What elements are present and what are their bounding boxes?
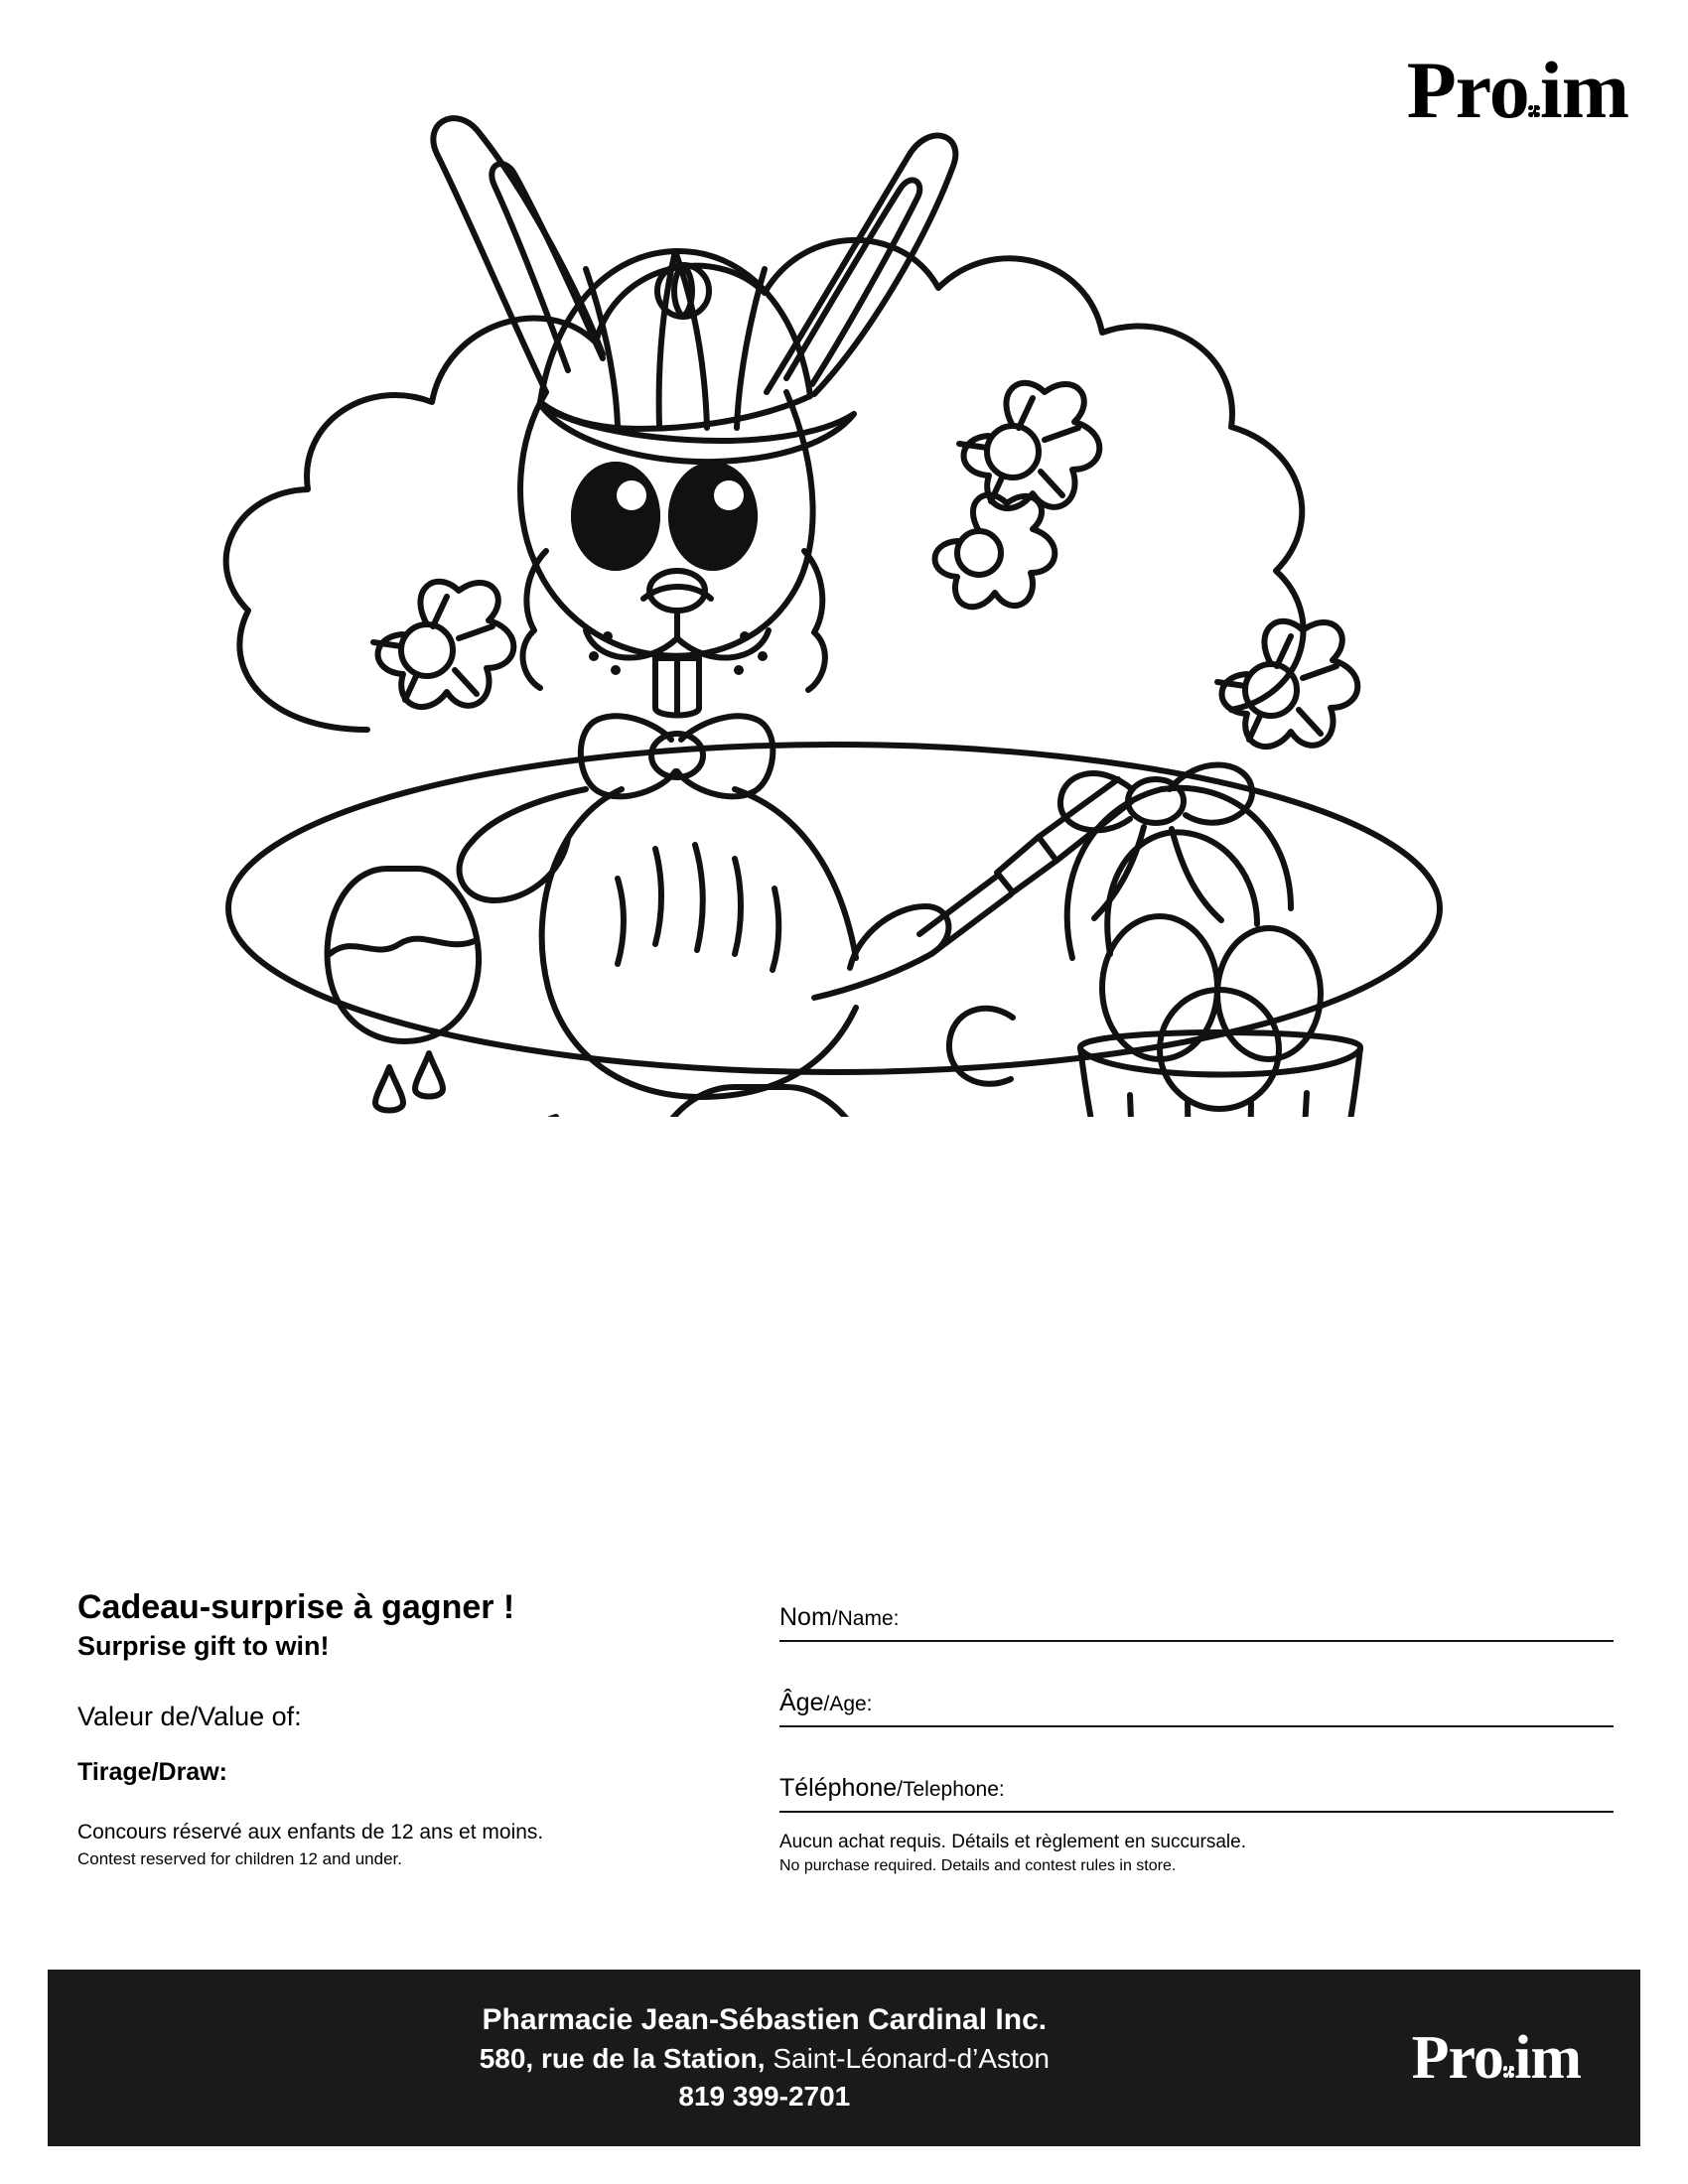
contest-draw-label-fr: Tirage bbox=[77, 1758, 152, 1786]
easter-bunny-painting-eggs-coloring-page bbox=[119, 94, 1569, 1117]
footer-pharmacy-name: Pharmacie Jean-Sébastien Cardinal Inc. bbox=[482, 2003, 1048, 2036]
butterfly-x-icon bbox=[1503, 2065, 1514, 2083]
age-input[interactable] bbox=[1028, 1686, 1614, 1719]
contest-draw-label-en: /Draw: bbox=[151, 1758, 227, 1786]
name-input[interactable] bbox=[1028, 1600, 1614, 1634]
footer-address-street: 580, rue de la Station, bbox=[479, 2043, 766, 2074]
name-label-en: /Name: bbox=[831, 1607, 900, 1630]
brand-name-suffix: im bbox=[1539, 45, 1628, 135]
age-field-label bbox=[779, 1689, 873, 1717]
name-label-fr: Nom bbox=[779, 1603, 832, 1631]
age-label-en: /Age: bbox=[823, 1693, 873, 1715]
footer-bar bbox=[48, 1970, 1640, 2146]
entry-form bbox=[779, 1578, 1614, 1835]
contest-value-label-fr: Valeur de bbox=[77, 1702, 191, 1731]
contest-info-block bbox=[77, 1588, 753, 1869]
footer-address bbox=[117, 2043, 1412, 2075]
age-label-fr: Âge bbox=[779, 1689, 824, 1716]
contest-rules-fr: Concours réservé aux enfants de 12 ans et moins. bbox=[77, 1821, 544, 1843]
contest-rules-en: Contest reserved for children 12 and under. bbox=[77, 1849, 402, 1868]
footer-address-city: Saint-Léonard-d’Aston bbox=[765, 2043, 1050, 2074]
contest-title-fr: Cadeau-surprise à gagner ! bbox=[77, 1588, 515, 1626]
legal-disclaimer bbox=[779, 1832, 1594, 1875]
footer-phone[interactable]: 819 399-2701 bbox=[678, 2081, 851, 2112]
footer-contact-info bbox=[48, 2003, 1412, 2113]
telephone-label-fr: Téléphone bbox=[779, 1774, 898, 1802]
disclaimer-fr: Aucun achat requis. Détails et règlement en succursale. bbox=[779, 1832, 1246, 1852]
telephone-field-label bbox=[779, 1774, 1005, 1803]
telephone-label-en: /Telephone: bbox=[897, 1778, 1005, 1801]
contest-draw-line bbox=[77, 1758, 753, 1787]
form-row-name bbox=[779, 1578, 1614, 1642]
form-row-age bbox=[779, 1664, 1614, 1727]
footer-brand-name-suffix: im bbox=[1514, 2024, 1581, 2092]
brand-logo-footer bbox=[1411, 2024, 1581, 2092]
form-row-telephone bbox=[779, 1749, 1614, 1813]
contest-value-line bbox=[77, 1702, 753, 1732]
footer-brand-name-prefix: Pro bbox=[1411, 2024, 1503, 2092]
brand-name-prefix: Pro bbox=[1406, 45, 1529, 135]
contest-value-label-en: /Value of: bbox=[190, 1702, 302, 1731]
name-field-label bbox=[779, 1603, 899, 1632]
contest-title-en: Surprise gift to win! bbox=[77, 1631, 330, 1661]
disclaimer-en: No purchase required. Details and contest rules in store. bbox=[779, 1857, 1177, 1874]
telephone-input[interactable] bbox=[1028, 1771, 1614, 1805]
